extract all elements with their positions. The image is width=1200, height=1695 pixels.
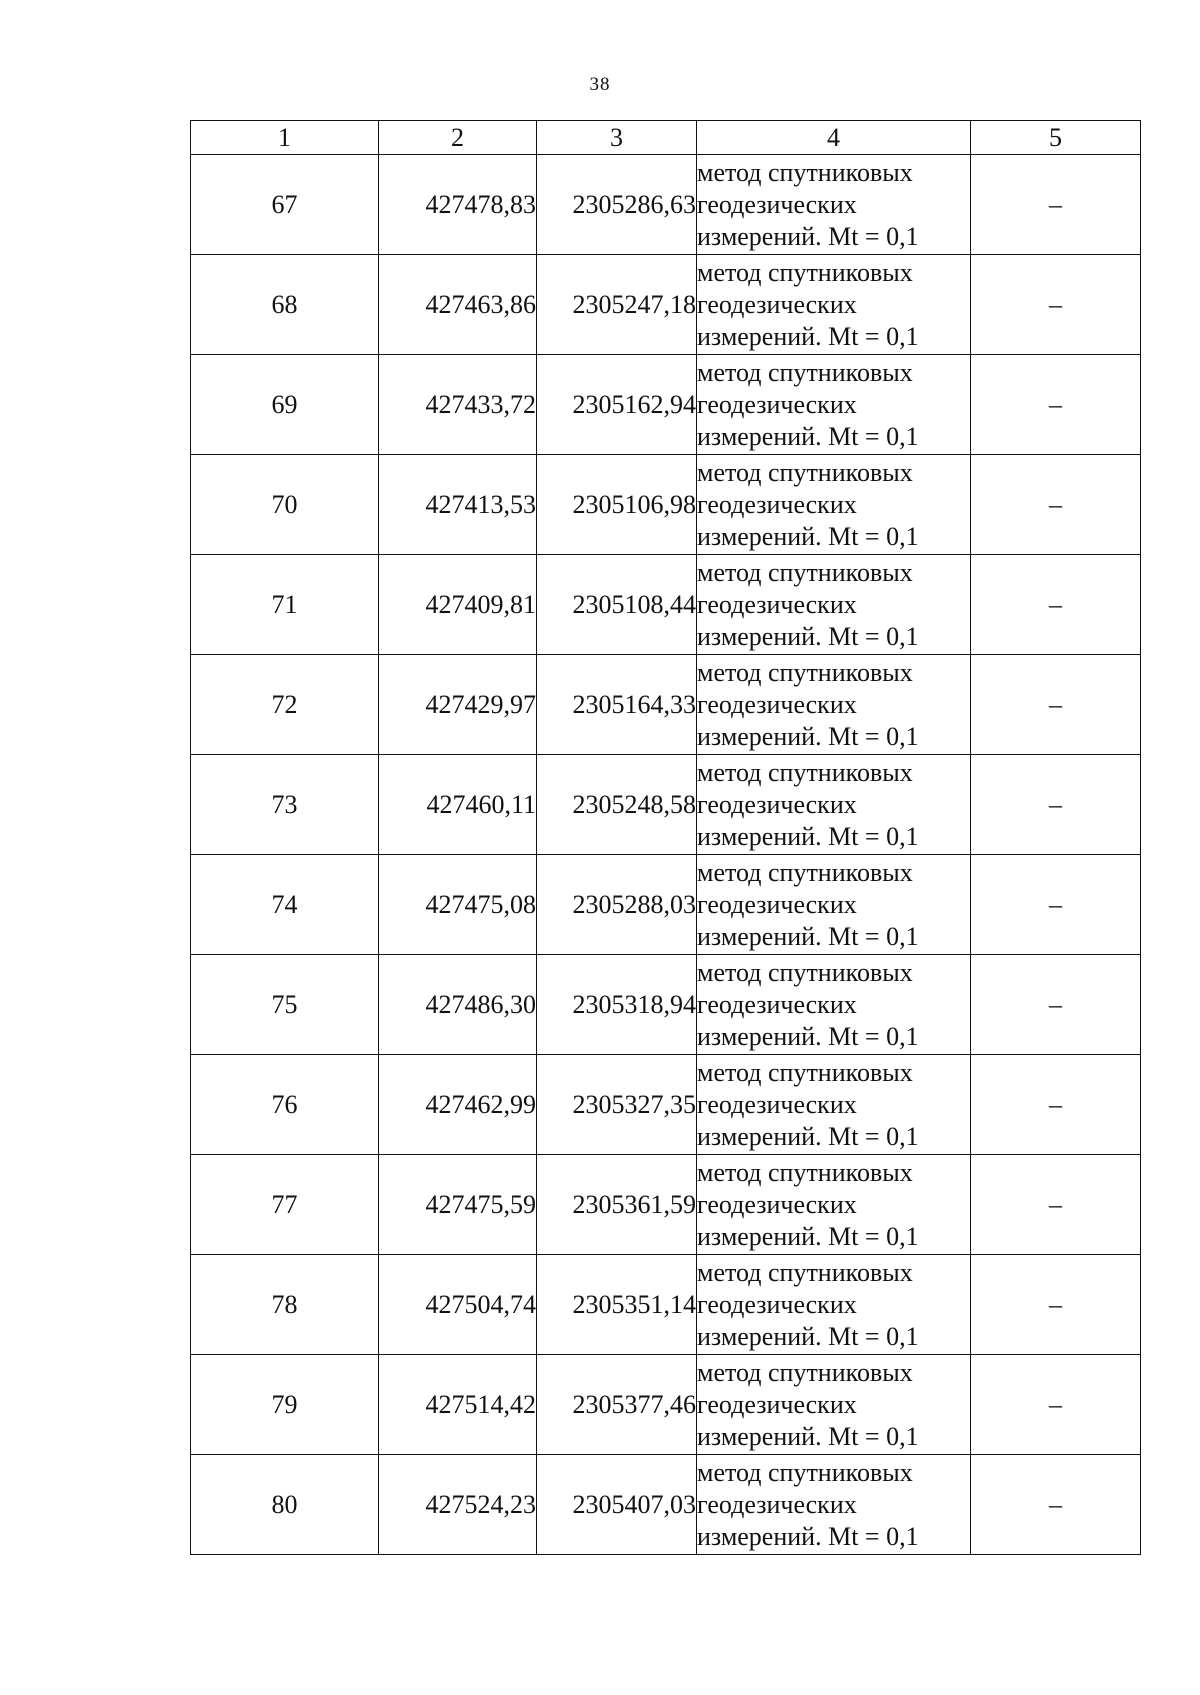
point-number-cell: 75 — [191, 955, 379, 1055]
method-cell — [697, 955, 971, 1055]
y-coordinate-cell: 2305327,35 — [537, 1055, 697, 1155]
x-coordinate-cell: 427413,53 — [379, 455, 537, 555]
method-text-line: метод спутниковых — [697, 357, 913, 387]
note-cell: – — [971, 855, 1141, 955]
method-text-line: метод спутниковых — [697, 757, 913, 787]
method-text-line: измерений. Mt = 0,1 — [697, 1321, 919, 1351]
note-cell: – — [971, 955, 1141, 1055]
table-row — [191, 955, 1141, 1055]
method-text-line: геодезических — [697, 1389, 857, 1419]
method-text-line: измерений. Mt = 0,1 — [697, 721, 919, 751]
point-number-cell: 73 — [191, 755, 379, 855]
table-row — [191, 155, 1141, 255]
note-cell: – — [971, 155, 1141, 255]
x-coordinate-cell: 427514,42 — [379, 1355, 537, 1455]
method-cell — [697, 255, 971, 355]
method-cell — [697, 1455, 971, 1555]
point-number-cell: 71 — [191, 555, 379, 655]
table-header — [191, 121, 1141, 155]
note-cell: – — [971, 255, 1141, 355]
y-coordinate-cell: 2305286,63 — [537, 155, 697, 255]
x-coordinate-cell: 427475,59 — [379, 1155, 537, 1255]
table-row — [191, 355, 1141, 455]
point-number-cell: 80 — [191, 1455, 379, 1555]
header-col-5: 5 — [971, 121, 1141, 155]
y-coordinate-cell: 2305318,94 — [537, 955, 697, 1055]
note-cell: – — [971, 1255, 1141, 1355]
method-text-line: измерений. Mt = 0,1 — [697, 621, 919, 651]
note-cell: – — [971, 555, 1141, 655]
method-text-line: измерений. Mt = 0,1 — [697, 221, 919, 251]
table-body — [191, 155, 1141, 1555]
x-coordinate-cell: 427524,23 — [379, 1455, 537, 1555]
point-number-cell: 69 — [191, 355, 379, 455]
method-text-line: измерений. Mt = 0,1 — [697, 821, 919, 851]
method-text-line: геодезических — [697, 1489, 857, 1519]
method-text-line: геодезических — [697, 589, 857, 619]
method-cell — [697, 455, 971, 555]
y-coordinate-cell: 2305108,44 — [537, 555, 697, 655]
x-coordinate-cell: 427409,81 — [379, 555, 537, 655]
point-number-cell: 78 — [191, 1255, 379, 1355]
header-row — [191, 121, 1141, 155]
method-text-line: метод спутниковых — [697, 457, 913, 487]
method-text-line: измерений. Mt = 0,1 — [697, 1121, 919, 1151]
table-row — [191, 455, 1141, 555]
x-coordinate-cell: 427463,86 — [379, 255, 537, 355]
x-coordinate-cell: 427462,99 — [379, 1055, 537, 1155]
header-col-3: 3 — [537, 121, 697, 155]
method-cell — [697, 155, 971, 255]
method-cell — [697, 1055, 971, 1155]
point-number-cell: 74 — [191, 855, 379, 955]
method-cell — [697, 655, 971, 755]
x-coordinate-cell: 427460,11 — [379, 755, 537, 855]
point-number-cell: 79 — [191, 1355, 379, 1455]
note-cell: – — [971, 1455, 1141, 1555]
y-coordinate-cell: 2305288,03 — [537, 855, 697, 955]
method-cell — [697, 1255, 971, 1355]
method-text-line: геодезических — [697, 689, 857, 719]
method-text-line: геодезических — [697, 489, 857, 519]
method-text-line: геодезических — [697, 1189, 857, 1219]
method-text-line: геодезических — [697, 389, 857, 419]
note-cell: – — [971, 655, 1141, 755]
method-text-line: метод спутниковых — [697, 157, 913, 187]
method-text-line: геодезических — [697, 189, 857, 219]
y-coordinate-cell: 2305247,18 — [537, 255, 697, 355]
table-row — [191, 555, 1141, 655]
table-row — [191, 655, 1141, 755]
method-cell — [697, 755, 971, 855]
y-coordinate-cell: 2305164,33 — [537, 655, 697, 755]
point-number-cell: 77 — [191, 1155, 379, 1255]
y-coordinate-cell: 2305377,46 — [537, 1355, 697, 1455]
y-coordinate-cell: 2305361,59 — [537, 1155, 697, 1255]
header-col-1: 1 — [191, 121, 379, 155]
method-text-line: измерений. Mt = 0,1 — [697, 321, 919, 351]
point-number-cell: 67 — [191, 155, 379, 255]
method-text-line: метод спутниковых — [697, 857, 913, 887]
x-coordinate-cell: 427475,08 — [379, 855, 537, 955]
x-coordinate-cell: 427433,72 — [379, 355, 537, 455]
page-number: 38 — [589, 74, 611, 95]
method-cell — [697, 855, 971, 955]
point-number-cell: 68 — [191, 255, 379, 355]
x-coordinate-cell: 427504,74 — [379, 1255, 537, 1355]
y-coordinate-cell: 2305162,94 — [537, 355, 697, 455]
method-text-line: измерений. Mt = 0,1 — [697, 521, 919, 551]
point-number-cell: 72 — [191, 655, 379, 755]
point-number-cell: 76 — [191, 1055, 379, 1155]
method-text-line: метод спутниковых — [697, 557, 913, 587]
method-cell — [697, 555, 971, 655]
method-text-line: измерений. Mt = 0,1 — [697, 421, 919, 451]
note-cell: – — [971, 455, 1141, 555]
table-row — [191, 1155, 1141, 1255]
note-cell: – — [971, 1055, 1141, 1155]
x-coordinate-cell: 427429,97 — [379, 655, 537, 755]
table-row — [191, 1055, 1141, 1155]
x-coordinate-cell: 427478,83 — [379, 155, 537, 255]
point-number-cell: 70 — [191, 455, 379, 555]
y-coordinate-cell: 2305351,14 — [537, 1255, 697, 1355]
header-col-2: 2 — [379, 121, 537, 155]
table-row — [191, 755, 1141, 855]
note-cell: – — [971, 1155, 1141, 1255]
method-text-line: метод спутниковых — [697, 1357, 913, 1387]
method-text-line: измерений. Mt = 0,1 — [697, 921, 919, 951]
note-cell: – — [971, 755, 1141, 855]
method-text-line: геодезических — [697, 789, 857, 819]
table-row — [191, 855, 1141, 955]
x-coordinate-cell: 427486,30 — [379, 955, 537, 1055]
method-text-line: метод спутниковых — [697, 957, 913, 987]
note-cell: – — [971, 1355, 1141, 1455]
table-row — [191, 255, 1141, 355]
table-row — [191, 1455, 1141, 1555]
table-row — [191, 1355, 1141, 1455]
method-text-line: геодезических — [697, 989, 857, 1019]
header-col-4: 4 — [697, 121, 971, 155]
method-text-line: метод спутниковых — [697, 657, 913, 687]
method-text-line: метод спутниковых — [697, 1457, 913, 1487]
y-coordinate-cell: 2305407,03 — [537, 1455, 697, 1555]
method-cell — [697, 1355, 971, 1455]
method-cell — [697, 1155, 971, 1255]
method-text-line: метод спутниковых — [697, 1057, 913, 1087]
method-text-line: измерений. Mt = 0,1 — [697, 1421, 919, 1451]
y-coordinate-cell: 2305248,58 — [537, 755, 697, 855]
method-text-line: геодезических — [697, 1089, 857, 1119]
method-text-line: метод спутниковых — [697, 257, 913, 287]
method-cell — [697, 355, 971, 455]
method-text-line: измерений. Mt = 0,1 — [697, 1521, 919, 1551]
y-coordinate-cell: 2305106,98 — [537, 455, 697, 555]
method-text-line: геодезических — [697, 289, 857, 319]
table-row — [191, 1255, 1141, 1355]
note-cell: – — [971, 355, 1141, 455]
coordinates-table — [190, 120, 1141, 1555]
method-text-line: метод спутниковых — [697, 1157, 913, 1187]
method-text-line: геодезических — [697, 889, 857, 919]
method-text-line: измерений. Mt = 0,1 — [697, 1221, 919, 1251]
method-text-line: измерений. Mt = 0,1 — [697, 1021, 919, 1051]
method-text-line: метод спутниковых — [697, 1257, 913, 1287]
method-text-line: геодезических — [697, 1289, 857, 1319]
